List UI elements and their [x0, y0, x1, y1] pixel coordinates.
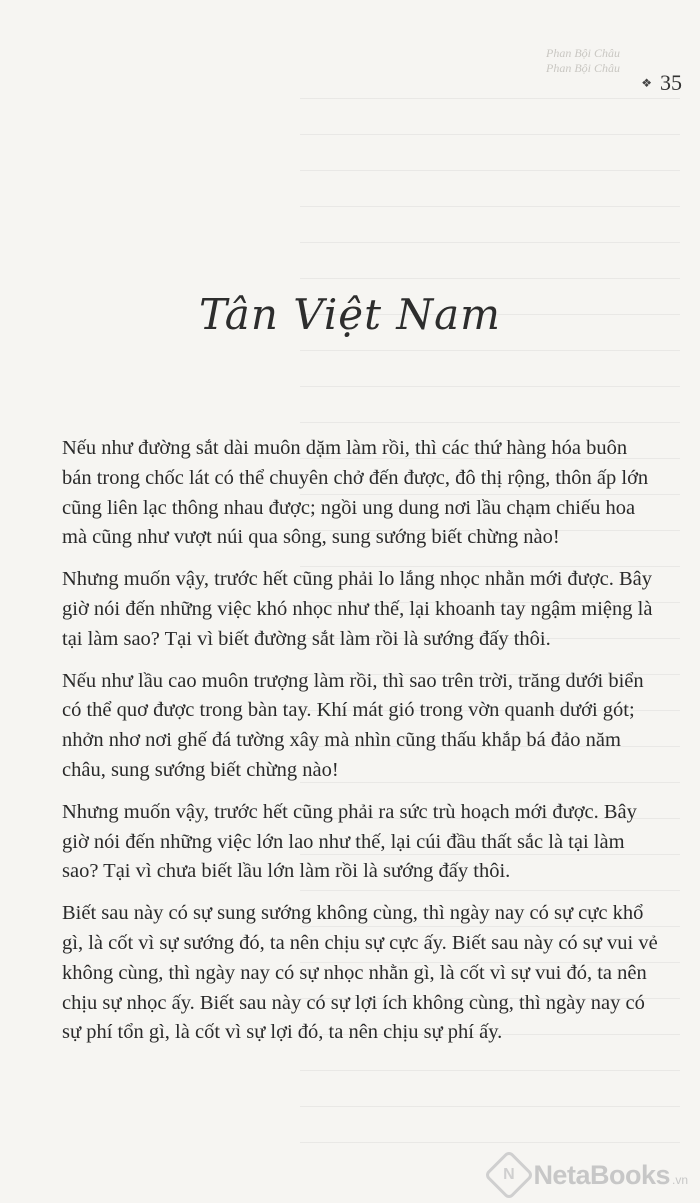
netabooks-logo-icon: N [484, 1150, 535, 1201]
watermark-brand: NetaBooks [533, 1159, 670, 1190]
flourish-icon: ❖ [641, 75, 652, 90]
page-number-block [641, 70, 682, 96]
body-text [62, 434, 658, 1060]
paragraph: Nhưng muốn vậy, trước hết cũng phải ra sức trù hoạch mới được. Bây giờ nói đến những việc lớn lao như thế, lại cúi đầu thất sắc là tại làm sao? Tại vì chưa biết lầu lớn làm rồi là sướng đấy thôi. [62, 800, 637, 883]
running-head-line: Phan Bội Châu [546, 61, 620, 75]
chapter-title: Tân Việt Nam [199, 290, 501, 339]
paragraph: Nhưng muốn vậy, trước hết cũng phải lo lắng nhọc nhằn mới được. Bây giờ nói đến những việc khó nhọc như thế, lại khoanh tay ngậm miệng là tại làm sao? Tại vì biết đường sắt làm rồi là sướng đấy thôi. [62, 568, 653, 650]
running-head [410, 46, 620, 76]
paragraph: Nếu như đường sắt dài muôn dặm làm rồi, thì các thứ hàng hóa buôn bán trong chốc lát có thể chuyên chở đến được, đô thị rộng, thôn ấp lớn cũng liên lạc thông nhau được; ngồi ung dung nơi lầu chạm chiếu hoa mà cũng như vượt núi qua sông, sung sướng biết chừng nào! [62, 437, 649, 549]
watermark [491, 1157, 688, 1193]
watermark-suffix: .vn [671, 1173, 688, 1187]
running-head-line: Phan Bội Châu [546, 46, 620, 60]
paragraph: Nếu như lầu cao muôn trượng làm rồi, thì sao trên trời, trăng dưới biển có thể quơ được trong bàn tay. Khí mát gió trong vờn quanh dưới gót; nhởn nhơ nơi ghế đá tường xây mà nhìn cũng thấu khắp bá đảo năm châu, sung sướng biết chừng nào! [62, 669, 644, 781]
paragraph: Biết sau này có sự sung sướng không cùng, thì ngày nay có sự cực khổ gì, là cốt vì sự sướng đó, ta nên chịu sự cực ấy. Biết sau này có sự vui vẻ không cùng, thì ngày nay có sự nhọc nhằn gì, là cốt vì sự vui đó, ta nên chịu sự nhọc ấy. Biết sau này có sự lợi ích không cùng, thì ngày nay có sự phí tổn gì, là cốt vì sự lợi đó, ta nên chịu sự phí ấy. [62, 902, 658, 1044]
page-number: 35 [660, 70, 682, 95]
